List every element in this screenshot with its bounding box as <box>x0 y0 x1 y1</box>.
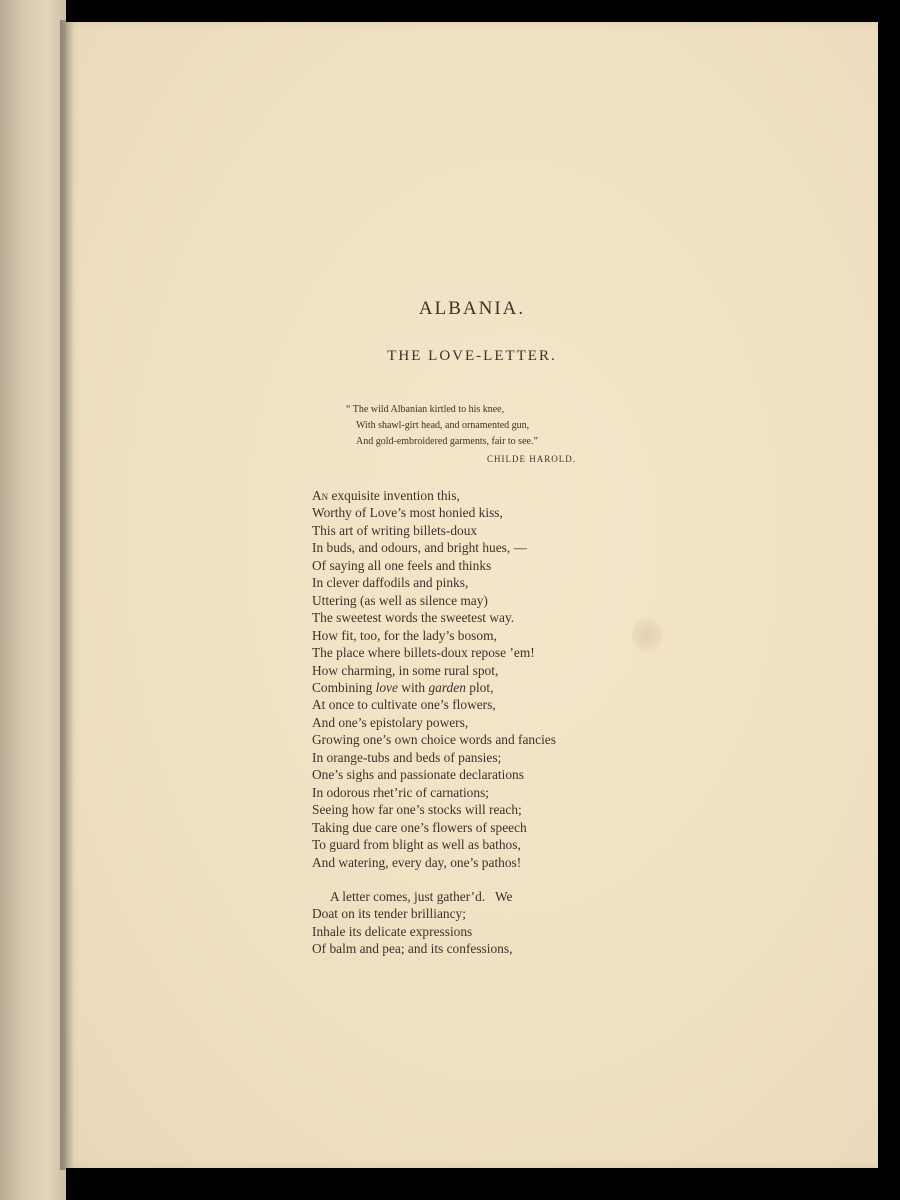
previous-page-edge <box>0 0 66 1200</box>
poem-line: How charming, in some rural spot, <box>312 662 499 678</box>
poem-line: A letter comes, just gather’d. We <box>330 888 513 904</box>
poem-line-text: exquisite invention this, <box>328 488 460 503</box>
poem-line: Of saying all one feels and thinks <box>312 557 492 573</box>
poem-line: And watering, every day, one’s pathos! <box>312 854 522 870</box>
stanza-break <box>312 871 732 888</box>
epigraph-line: With shawl-girt head, and ornamented gun, <box>356 420 530 431</box>
poem-line <box>312 487 732 504</box>
poem-line: At once to cultivate one’s flowers, <box>312 697 496 713</box>
book-page <box>66 22 878 1168</box>
spine-shadow <box>60 20 74 1170</box>
poem-line: And one’s epistolary powers, <box>312 714 469 730</box>
poem-line: This art of writing billets-doux <box>312 522 478 538</box>
poem-line: Growing one’s own choice words and fancies <box>312 732 556 748</box>
poem-line: Inhale its delicate expressions <box>312 923 473 939</box>
poem-line: Worthy of Love’s most honied kiss, <box>312 505 503 521</box>
italic-word: garden <box>428 679 466 695</box>
poem-line: Taking due care one’s flowers of speech <box>312 819 527 835</box>
poem-line: The sweetest words the sweetest way. <box>312 610 515 626</box>
poem-line-text: with <box>397 679 429 695</box>
poem-line-text: plot, <box>465 679 494 695</box>
poem-line: One’s sighs and passionate declarations <box>312 767 524 783</box>
poem-line: Seeing how far one’s stocks will reach; <box>312 802 522 818</box>
epigraph-line: And gold-embroidered garments, fair to see.” <box>356 436 538 447</box>
poem-line: Of balm and pea; and its confessions, <box>312 941 513 957</box>
page-subtitle: THE LOVE-LETTER. <box>387 348 557 364</box>
poem-body <box>312 487 732 958</box>
italic-word: love <box>375 679 398 695</box>
poem-line: To guard from blight as well as bathos, <box>312 837 521 853</box>
poem-line: Doat on its tender brilliancy; <box>312 906 466 922</box>
epigraph-line: “ The wild Albanian kirtled to his knee, <box>346 404 505 415</box>
poem-line <box>312 679 732 696</box>
poem-line: Uttering (as well as silence may) <box>312 592 488 608</box>
epigraph <box>346 402 576 467</box>
poem-line: In clever daffodils and pinks, <box>312 575 469 591</box>
poem-line: In buds, and odours, and bright hues, — <box>312 540 527 556</box>
drop-word: An <box>312 488 329 503</box>
poem-line: The place where billets-doux repose ’em! <box>312 645 535 661</box>
epigraph-source: CHILDE HAROLD. <box>487 454 576 464</box>
poem-line-text: Combining <box>312 679 376 695</box>
poem-line: In odorous rhet’ric of carnations; <box>312 784 489 800</box>
page-title: ALBANIA. <box>418 298 526 319</box>
poem-line: How fit, too, for the lady’s bosom, <box>312 627 497 643</box>
poem-line: In orange-tubs and beds of pansies; <box>312 749 502 765</box>
